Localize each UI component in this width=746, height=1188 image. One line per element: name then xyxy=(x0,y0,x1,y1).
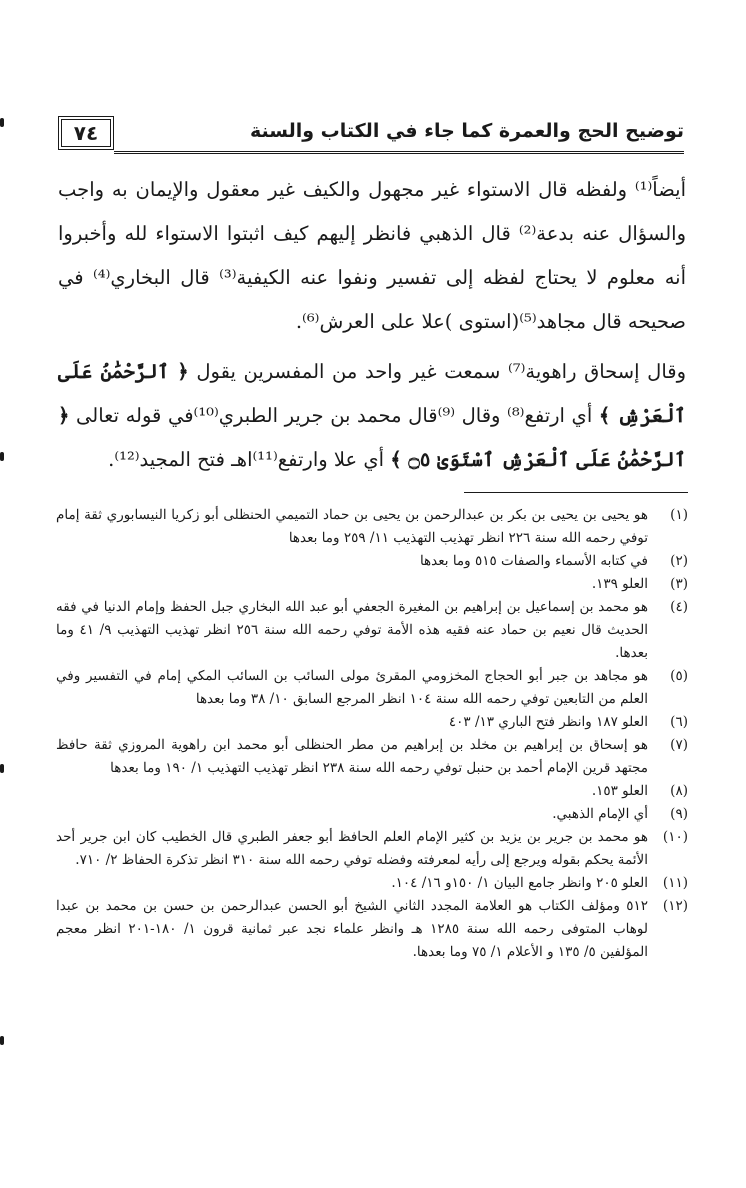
quran-verse: ﴿ ٱلرَّحْمَٰنُ عَلَى ٱلْعَرْشِ ٱسْتَوَىٰ ۝٥ ﴾ xyxy=(58,404,686,471)
footnote-text: هو مجاهد بن جبر أبو الحجاج المخزومي المقرئ مولى السائب بن السائب المكي إمام في التفسير وفي العلم من التابعين توفي رحمه الله سنة ١٠٤ انظر المرجع السابق ١٠/ ٣٨ وما بعدها xyxy=(56,668,648,707)
footnote-text: أي الإمام الذهبي. xyxy=(552,806,648,822)
footnote-number: (١٢) xyxy=(662,898,688,914)
footnote xyxy=(56,665,688,711)
footnote-text: هو محمد بن جرير بن يزيد بن كثير الإمام العلم الحافظ أبو جعفر الطبري قال الخطيب كان ابن جرير أحد الأئمة يحكم بقوله ويرجع إلى رأيه لمعرفته وفضله توفي رحمه الله سنة ٣١٠ انظر تذكرة الحفاظ ٢/ ٧١٠. xyxy=(56,829,648,868)
scan-margin-mark xyxy=(0,118,4,127)
footnote-number: (٥) xyxy=(670,668,688,684)
footnote-text: هو يحيى بن يحيى بن بكر بن عبدالرحمن بن يحيى بن حماد التميمي الحنظلى أبو زكريا النيسابوري ثقة إمام توفي رحمه الله سنة ٢٢٦ انظر تهذيب التهذيب ١١/ ٢٥٩ وما بعدها xyxy=(56,507,648,546)
footnote xyxy=(56,872,688,895)
footnote-number: (١١) xyxy=(662,875,688,891)
paragraph-text: أي علا وارتفع⁽¹¹⁾اهـ فتح المجيد⁽¹²⁾. xyxy=(108,448,384,471)
footnote xyxy=(56,596,688,665)
footnote-number: (٩) xyxy=(670,806,688,822)
page-number: ٧٤ xyxy=(58,116,114,150)
footnote xyxy=(56,734,688,780)
footnote xyxy=(56,803,688,826)
footnote-number: (٨) xyxy=(670,783,688,799)
paragraph-text: أي ارتفع⁽⁸⁾ وقال ⁽⁹⁾قال محمد بن جرير الطبري⁽¹⁰⁾في قوله تعالى xyxy=(76,404,593,427)
header-rule xyxy=(114,151,684,154)
footnote-number: (٤) xyxy=(670,599,688,615)
footnotes xyxy=(56,504,688,964)
footnote-text: العلو ٢٠٥ وانظر جامع البيان ١/ ١٥٠و ١٦/ ١٠٤. xyxy=(391,875,648,891)
footnote-number: (١٠) xyxy=(662,829,688,845)
scan-margin-mark xyxy=(0,1036,4,1045)
footnote-text: هو إسحاق بن إبراهيم بن مخلد بن إبراهيم من مطر الحنظلى أبو محمد ابن راهوية المروزي ثقة حافظ مجتهد قرين الإمام أحمد بن حنبل توفي رحمه الله سنة ٢٣٨ انظر تهذيب التهذيب ١/ ١٩٠ وما بعدها xyxy=(56,737,648,776)
paragraph xyxy=(58,350,686,482)
footnote xyxy=(56,504,688,550)
paragraph-text: وقال إسحاق راهوية⁽⁷⁾ سمعت غير واحد من المفسرين يقول xyxy=(196,360,687,383)
footnote xyxy=(56,895,688,964)
footnote xyxy=(56,711,688,734)
footnote-text: العلو ١٥٣. xyxy=(591,783,648,799)
footnote-number: (٣) xyxy=(670,576,688,592)
paragraph: أيضاً⁽¹⁾ ولفظه قال الاستواء غير مجهول والكيف غير معقول والإيمان به واجب والسؤال عنه بدعة⁽²⁾ قال الذهبي فانظر إليهم كيف اثبتوا الاستواء لله وأخبروا أنه معلوم لا يحتاج لفظه إلى تفسير ونفوا عنه الكيفية⁽³⁾ قال البخاري⁽⁴⁾ في صحيحه قال مجاهد⁽⁵⁾(استوى )علا على العرش⁽⁶⁾. xyxy=(58,178,687,333)
footnote-number: (٦) xyxy=(670,714,688,730)
footnote xyxy=(56,550,688,573)
footnote-text: هو محمد بن إسماعيل بن إبراهيم بن المغيرة الجعفي أبو عبد الله البخاري جبل الحفظ وإمام الدنيا في فقه الحديث قال نعيم بن حماد عنه فقيه هذه الأمة توفي رحمه الله سنة ٢٥٦ انظر تهذيب التهذيب ٩/ ٤١ وما بعدها. xyxy=(56,599,648,661)
running-header xyxy=(58,112,684,164)
scan-margin-mark xyxy=(0,764,4,773)
footnote-number: (٢) xyxy=(670,553,688,569)
footnote-number: (١) xyxy=(670,507,688,523)
footnote xyxy=(56,573,688,596)
footnote-text: العلو ١٣٩. xyxy=(591,576,648,592)
quran-verse: ﴿ ٱلرَّحْمَٰنُ عَلَى ٱلْعَرْشِ ﴾ xyxy=(58,360,686,427)
footnote-text: ٥١٢ ومؤلف الكتاب هو العلامة المجدد الثاني الشيخ أبو الحسن عبدالرحمن بن حسن بن محمد بن عبدا لوهاب المتوفى رحمه الله سنة ١٢٨٥ هـ وانظر علماء نجد عبر ثمانية قرون ١/ ١٨٠-٢٠١ انظر معجم المؤلفين ٥/ ١٣٥ و الأعلام ١/ ٧٥ وما بعدها. xyxy=(56,898,648,960)
book-title: توضيح الحج والعمرة كما جاء في الكتاب والسنة xyxy=(249,120,684,142)
footnote-number: (٧) xyxy=(670,737,688,753)
footnote xyxy=(56,826,688,872)
footnote-text: في كتابه الأسماء والصفات ٥١٥ وما بعدها xyxy=(419,553,648,569)
scan-margin-mark xyxy=(0,452,4,461)
footnote-separator xyxy=(464,492,688,493)
main-text xyxy=(58,168,686,488)
footnote-text: العلو ١٨٧ وانظر فتح الباري ١٣/ ٤٠٣ xyxy=(448,714,648,730)
footnote xyxy=(56,780,688,803)
